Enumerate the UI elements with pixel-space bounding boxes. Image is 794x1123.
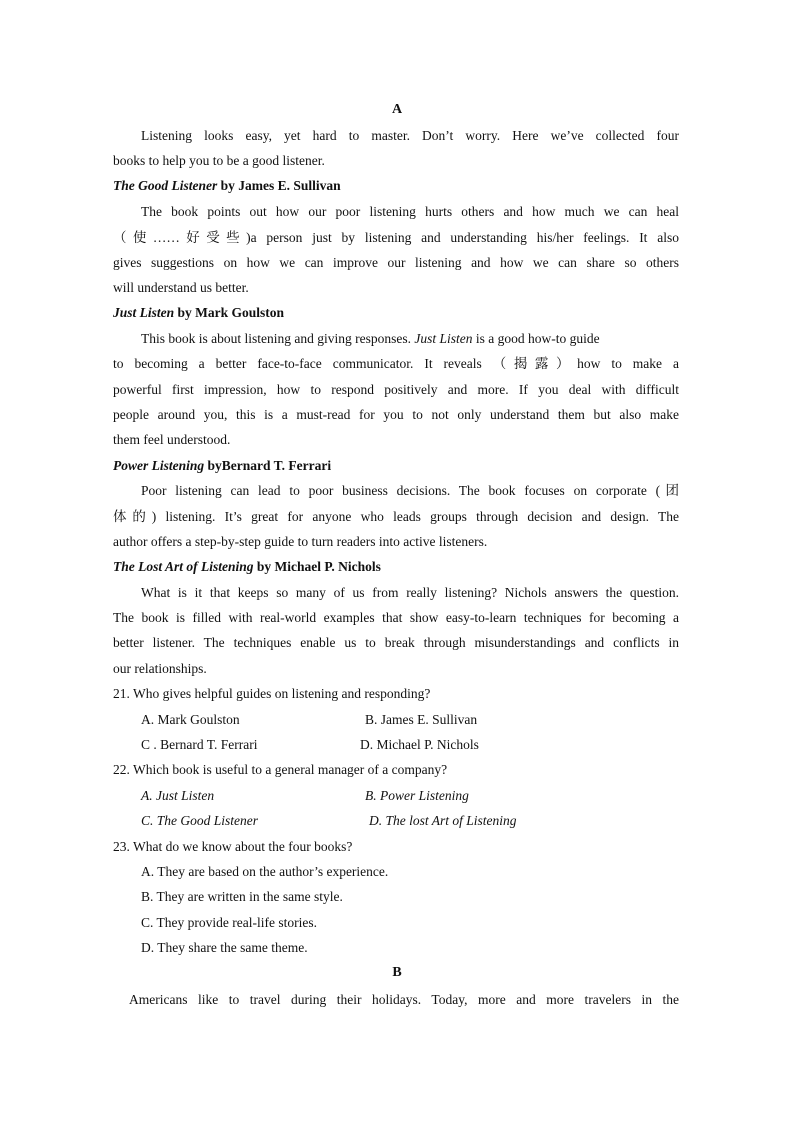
q23-option-a: A. They are based on the author’s experience. [141,864,389,879]
book-title: Just Listen [113,305,175,320]
q23-option-b: B. They are written in the same style. [141,889,343,904]
question-22-stem: 22. Which book is useful to a general manager of a company? [113,762,448,777]
book3-line-1: Poor listening can lead to poor business decisions. The book focuses on corporate (团 [141,483,679,498]
q22-option-a: A. Just Listen [141,788,215,803]
book-author: by Mark Goulston [174,305,285,320]
book4-line-4: our relationships. [113,661,207,676]
q21-option-a: A. Mark Goulston [141,712,240,727]
text-span: This book is about listening and giving responses. [141,331,415,346]
book2-line-3: powerful first impression, how to respond positively and more. If you deal with difficult [113,382,679,397]
section-label-b: B [392,965,402,980]
text-span: is a good how-to guide [472,331,600,346]
inline-title: Just Listen [414,331,473,346]
intro-line-1: Listening looks easy, yet hard to master. Don’t worry. Here we’ve collected four [141,128,679,143]
book4-line-1: What is it that keeps so many of us from really listening? Nichols answers the question. [141,585,679,600]
book4-line-2: The book is filled with real-world examples that show easy-to-learn techniques for becoming a [113,610,679,625]
book2-line-2: to becoming a better face-to-face communicator. It reveals （揭露）how to make a [113,356,679,371]
q21-option-d: D. Michael P. Nichols [360,737,479,752]
book3-line-2: 体的) listening. It’s great for anyone who leads groups through decision and design. The [113,509,679,524]
section-label-a: A [391,102,403,117]
intro-line-2: books to help you to be a good listener. [113,153,325,168]
q23-option-d: D. They share the same theme. [141,940,308,955]
question-21-stem: 21. Who gives helpful guides on listening and responding? [113,686,431,701]
book4-line-3: better listener. The techniques enable us to break through misunderstandings and conflicts in [113,635,679,650]
q23-option-c: C. They provide real-life stories. [141,915,317,930]
book2-line-4: people around you, this is a must-read for you to not only understand them but also make [113,407,679,422]
book-author: by James E. Sullivan [217,178,341,193]
passage-b-line-1: Americans like to travel during their holidays. Today, more and more travelers in the [129,992,679,1007]
book-heading-1 [113,177,679,195]
book-title: The Good Listener [113,178,218,193]
book2-line-1 [141,330,679,348]
book-author: by Michael P. Nichols [253,559,381,574]
book2-line-5: them feel understood. [113,432,231,447]
book-author: byBernard T. Ferrari [204,458,332,473]
q22-option-c: C. The Good Listener [141,813,259,828]
book-heading-4 [113,558,679,576]
book1-line-3: gives suggestions on how we can improve our listening and how we can share so others [113,255,679,270]
book-title: The Lost Art of Listening [113,559,254,574]
question-23-stem: 23. What do we know about the four books? [113,839,353,854]
q22-option-b: B. Power Listening [365,788,469,803]
book1-line-1: The book points out how our poor listening hurts others and how much we can heal [141,204,679,219]
book1-line-4: will understand us better. [113,280,249,295]
book-title: Power Listening [113,458,205,473]
book1-line-2: （使……好受些)a person just by listening and understanding his/her feelings. It also [113,230,679,245]
book-heading-3 [113,457,679,475]
book3-line-3: author offers a step-by-step guide to turn readers into active listeners. [113,534,488,549]
book-heading-2 [113,304,679,322]
q22-option-d: D. The lost Art of Listening [369,813,517,828]
q21-option-b: B. James E. Sullivan [365,712,478,727]
q21-option-c: C . Bernard T. Ferrari [141,737,258,752]
